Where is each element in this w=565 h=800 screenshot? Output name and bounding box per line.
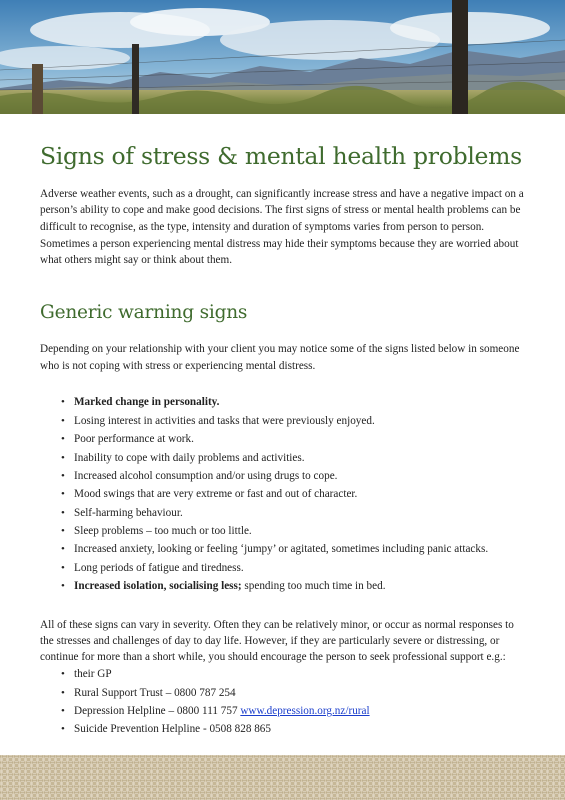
list-item: • Self-harming behaviour. [40,504,525,522]
list-item: • Suicide Prevention Helpline - 0508 828 865 [40,720,525,738]
list-item: • their GP [40,665,525,683]
bullet-icon: • [61,561,65,574]
bullet-icon: • [61,469,65,482]
warning-signs-list [40,393,525,595]
bullet-icon: • [61,506,65,519]
bullet-icon: • [61,451,65,464]
bullet-icon: • [61,488,65,501]
intro-paragraph: Adverse weather events, such as a drought, can significantly increase stress and have a negative impact on a person’s ability to cope and make good decisions. The first signs of stress or mental health problems can be difficult to recognise, as the type, intensity and duration of symptoms varies from person to person. Sometimes a person experiencing mental distress may hide their symptoms because they are worried about what others might say or think about them. [40,187,524,267]
bullet-icon: • [61,414,65,427]
list-item: • Increased isolation, socialising less; spending too much time in bed. [40,577,525,595]
summary-paragraph: All of these signs can vary in severity. Often they can be relatively minor, or occur as normal responses to the stresses and challenges of day to day life. However, if they are particularly severe or distressing, or continue for more than a short while, you should encourage the person to seek professional support e.g.: [40,618,514,664]
bullet-icon: • [61,543,65,556]
bullet-icon: • [61,396,65,409]
list-item: • Inability to cope with daily problems and activities. [40,449,525,467]
list-item: • Losing interest in activities and tasks that were previously enjoyed. [40,412,525,430]
bullet-icon: • [61,668,65,681]
landscape-illustration [0,0,565,114]
bullet-icon: • [61,686,65,699]
section-heading: Generic warning signs [40,301,248,323]
page-title: Signs of stress & mental health problems [40,142,522,170]
lead-paragraph: Depending on your relationship with your client you may notice some of the signs listed below in someone who is not coping with stress or experiencing mental distress. [40,343,520,372]
document-body [40,114,525,770]
list-item: • Rural Support Trust – 0800 787 254 [40,684,525,702]
list-item: • Poor performance at work. [40,430,525,448]
support-contacts-list [40,665,525,739]
bullet-icon: • [61,433,65,446]
depression-website-link[interactable]: www.depression.org.nz/rural [240,705,370,718]
bullet-icon: • [61,580,65,593]
bullet-icon: • [61,525,65,538]
list-item: • Marked change in personality. [40,393,525,411]
footer-texture-image [0,755,565,800]
list-item: • Mood swings that are very extreme or fast and out of character. [40,485,525,503]
header-banner-image [0,0,565,114]
bullet-icon: • [61,705,65,718]
list-item: • Sleep problems – too much or too little. [40,522,525,540]
list-item: • Long periods of fatigue and tiredness. [40,559,525,577]
bullet-icon: • [61,723,65,736]
list-item: • Increased anxiety, looking or feeling ‘jumpy’ or agitated, sometimes including panic attacks. [40,540,525,558]
list-item: • Depression Helpline – 0800 111 757 www.depression.org.nz/rural [40,702,525,720]
list-item: • Increased alcohol consumption and/or using drugs to cope. [40,467,525,485]
burlap-texture [0,755,565,800]
